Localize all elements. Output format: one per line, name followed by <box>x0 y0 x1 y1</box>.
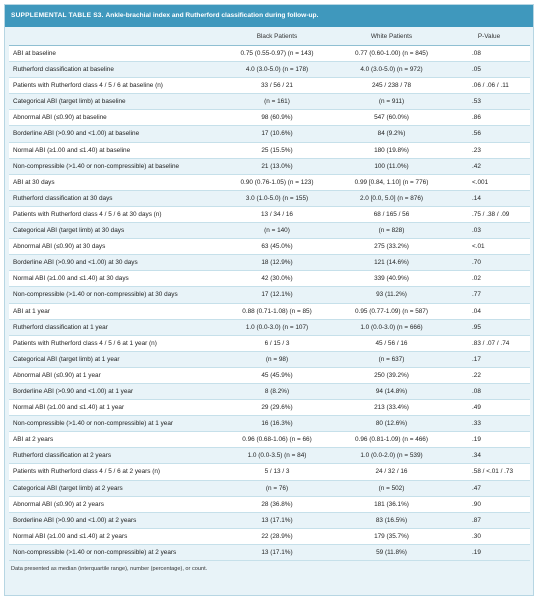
table-row <box>9 464 530 480</box>
table-row <box>9 223 530 239</box>
black-patients-cell: 0.88 (0.71-1.08) (n = 85) <box>219 303 335 319</box>
black-patients-cell: 98 (60.9%) <box>219 110 335 126</box>
table-row <box>9 46 530 62</box>
white-patients-cell: 24 / 32 / 16 <box>335 464 448 480</box>
p-value-cell: .06 / .06 / .11 <box>448 78 530 94</box>
table-row <box>9 319 530 335</box>
white-patients-cell: 4.0 (3.0-5.0) (n = 972) <box>335 62 448 78</box>
row-label-cell: Borderline ABI (>0.90 and <1.00) at 30 days <box>9 255 219 271</box>
table-row <box>9 142 530 158</box>
row-label-cell: Normal ABI (≥1.00 and ≤1.40) at 1 year <box>9 400 219 416</box>
black-patients-cell: 21 (13.0%) <box>219 158 335 174</box>
black-patients-cell: 13 / 34 / 16 <box>219 206 335 222</box>
white-patients-cell: 245 / 238 / 78 <box>335 78 448 94</box>
row-label-cell: Abnormal ABI (≤0.90) at 1 year <box>9 367 219 383</box>
table-row <box>9 512 530 528</box>
table-row <box>9 287 530 303</box>
p-value-cell: .33 <box>448 416 530 432</box>
table-row <box>9 528 530 544</box>
white-patients-cell: (n = 911) <box>335 94 448 110</box>
p-value-cell: .03 <box>448 223 530 239</box>
table-row <box>9 544 530 560</box>
p-value-cell: .04 <box>448 303 530 319</box>
p-value-cell: .42 <box>448 158 530 174</box>
row-label-cell: Rutherford classification at 1 year <box>9 319 219 335</box>
row-label-cell: Categorical ABI (target limb) at baseline <box>9 94 219 110</box>
row-label-cell: Categorical ABI (target limb) at 30 days <box>9 223 219 239</box>
p-value-cell: .70 <box>448 255 530 271</box>
table-row <box>9 496 530 512</box>
white-patients-cell: 547 (60.0%) <box>335 110 448 126</box>
white-patients-cell: (n = 637) <box>335 351 448 367</box>
table-tag: SUPPLEMENTAL TABLE S3. <box>11 12 104 19</box>
table-row <box>9 158 530 174</box>
p-value-cell: .19 <box>448 544 530 560</box>
p-value-cell: .30 <box>448 528 530 544</box>
row-label-cell: Rutherford classification at 2 years <box>9 448 219 464</box>
row-label-cell: Non-compressible (>1.40 or non-compressible) at baseline <box>9 158 219 174</box>
table-row <box>9 126 530 142</box>
black-patients-cell: 28 (36.8%) <box>219 496 335 512</box>
p-value-cell: .53 <box>448 94 530 110</box>
black-patients-cell: 3.0 (1.0-5.0) (n = 155) <box>219 190 335 206</box>
table-row <box>9 303 530 319</box>
table-footnote: Data presented as median (interquartile range), number (percentage), or count. <box>11 566 208 572</box>
black-patients-cell: (n = 76) <box>219 480 335 496</box>
row-label-cell: ABI at 2 years <box>9 432 219 448</box>
p-value-cell: .56 <box>448 126 530 142</box>
white-patients-cell: 275 (33.2%) <box>335 239 448 255</box>
black-patients-cell: (n = 140) <box>219 223 335 239</box>
supplemental-table-panel <box>4 4 534 596</box>
white-patients-cell: 2.0 [0.0, 5.0] (n = 876) <box>335 190 448 206</box>
white-patients-cell: 181 (36.1%) <box>335 496 448 512</box>
header-cell-label <box>9 27 219 46</box>
row-label-cell: ABI at baseline <box>9 46 219 62</box>
black-patients-cell: 8 (8.2%) <box>219 383 335 399</box>
p-value-cell: .49 <box>448 400 530 416</box>
table-row <box>9 383 530 399</box>
black-patients-cell: 1.0 (0.0-3.0) (n = 107) <box>219 319 335 335</box>
p-value-cell: .08 <box>448 46 530 62</box>
row-label-cell: Normal ABI (≥1.00 and ≤1.40) at 30 days <box>9 271 219 287</box>
white-patients-cell: (n = 502) <box>335 480 448 496</box>
black-patients-cell: 25 (15.5%) <box>219 142 335 158</box>
white-patients-cell: 83 (16.5%) <box>335 512 448 528</box>
table-row <box>9 335 530 351</box>
white-patients-cell: 1.0 (0.0-2.0) (n = 539) <box>335 448 448 464</box>
black-patients-cell: 16 (16.3%) <box>219 416 335 432</box>
table-row <box>9 94 530 110</box>
p-value-cell: .14 <box>448 190 530 206</box>
black-patients-cell: 0.90 (0.76-1.05) (n = 123) <box>219 174 335 190</box>
white-patients-cell: 213 (33.4%) <box>335 400 448 416</box>
table-title: Ankle-brachial index and Rutherford classification during follow-up. <box>105 12 319 19</box>
p-value-cell: .08 <box>448 383 530 399</box>
black-patients-cell: 1.0 (0.0-3.5) (n = 84) <box>219 448 335 464</box>
p-value-cell: .83 / .07 / .74 <box>448 335 530 351</box>
p-value-cell: .17 <box>448 351 530 367</box>
p-value-cell: .23 <box>448 142 530 158</box>
p-value-cell: .86 <box>448 110 530 126</box>
row-label-cell: ABI at 30 days <box>9 174 219 190</box>
row-label-cell: Abnormal ABI (≤0.90) at 2 years <box>9 496 219 512</box>
white-patients-cell: 1.0 (0.0-3.0) (n = 666) <box>335 319 448 335</box>
black-patients-cell: 4.0 (3.0-5.0) (n = 178) <box>219 62 335 78</box>
black-patients-cell: 17 (10.6%) <box>219 126 335 142</box>
row-label-cell: Non-compressible (>1.40 or non-compressible) at 2 years <box>9 544 219 560</box>
row-label-cell: Patients with Rutherford class 4 / 5 / 6 at 30 days (n) <box>9 206 219 222</box>
row-label-cell: Categorical ABI (target limb) at 2 years <box>9 480 219 496</box>
table-row <box>9 190 530 206</box>
white-patients-cell: 250 (39.2%) <box>335 367 448 383</box>
p-value-cell: .87 <box>448 512 530 528</box>
row-label-cell: Non-compressible (>1.40 or non-compressible) at 30 days <box>9 287 219 303</box>
row-label-cell: Patients with Rutherford class 4 / 5 / 6 at 2 years (n) <box>9 464 219 480</box>
table-row <box>9 448 530 464</box>
white-patients-cell: 80 (12.6%) <box>335 416 448 432</box>
row-label-cell: Categorical ABI (target limb) at 1 year <box>9 351 219 367</box>
white-patients-cell: 100 (11.0%) <box>335 158 448 174</box>
black-patients-cell: 13 (17.1%) <box>219 544 335 560</box>
p-value-cell: .22 <box>448 367 530 383</box>
table-row <box>9 351 530 367</box>
black-patients-cell: 45 (45.9%) <box>219 367 335 383</box>
table-row <box>9 206 530 222</box>
row-label-cell: Normal ABI (≥1.00 and ≤1.40) at baseline <box>9 142 219 158</box>
white-patients-cell: 45 / 56 / 16 <box>335 335 448 351</box>
p-value-cell: .19 <box>448 432 530 448</box>
black-patients-cell: 63 (45.0%) <box>219 239 335 255</box>
row-label-cell: Normal ABI (≥1.00 and ≤1.40) at 2 years <box>9 528 219 544</box>
row-label-cell: Non-compressible (>1.40 or non-compressible) at 1 year <box>9 416 219 432</box>
p-value-cell: .34 <box>448 448 530 464</box>
table-title-bar <box>5 5 533 27</box>
white-patients-cell: 180 (19.8%) <box>335 142 448 158</box>
table-row <box>9 78 530 94</box>
p-value-cell: .77 <box>448 287 530 303</box>
table-row <box>9 62 530 78</box>
table-row <box>9 367 530 383</box>
black-patients-cell: 42 (30.0%) <box>219 271 335 287</box>
row-label-cell: Patients with Rutherford class 4 / 5 / 6 at baseline (n) <box>9 78 219 94</box>
black-patients-cell: 0.96 (0.68-1.06) (n = 66) <box>219 432 335 448</box>
p-value-cell: .58 / <.01 / .73 <box>448 464 530 480</box>
black-patients-cell: (n = 161) <box>219 94 335 110</box>
table-row <box>9 239 530 255</box>
white-patients-cell: 0.96 (0.81-1.09) (n = 466) <box>335 432 448 448</box>
black-patients-cell: 17 (12.1%) <box>219 287 335 303</box>
header-cell-black: Black Patients <box>219 27 335 46</box>
black-patients-cell: 13 (17.1%) <box>219 512 335 528</box>
table-row <box>9 480 530 496</box>
black-patients-cell: 5 / 13 / 3 <box>219 464 335 480</box>
black-patients-cell: 33 / 56 / 21 <box>219 78 335 94</box>
table-row <box>9 416 530 432</box>
row-label-cell: Borderline ABI (>0.90 and <1.00) at 2 years <box>9 512 219 528</box>
table-header <box>9 27 530 46</box>
table-row <box>9 271 530 287</box>
header-cell-pvalue: P-Value <box>448 27 530 46</box>
table-row <box>9 174 530 190</box>
header-cell-white: White Patients <box>335 27 448 46</box>
white-patients-cell: 0.95 (0.77-1.09) (n = 587) <box>335 303 448 319</box>
p-value-cell: .90 <box>448 496 530 512</box>
white-patients-cell: 179 (35.7%) <box>335 528 448 544</box>
table-row <box>9 400 530 416</box>
p-value-cell: .95 <box>448 319 530 335</box>
row-label-cell: Abnormal ABI (≤0.90) at baseline <box>9 110 219 126</box>
white-patients-cell: 121 (14.6%) <box>335 255 448 271</box>
row-label-cell: Rutherford classification at baseline <box>9 62 219 78</box>
data-table <box>9 27 530 561</box>
table-row <box>9 110 530 126</box>
row-label-cell: ABI at 1 year <box>9 303 219 319</box>
p-value-cell: .02 <box>448 271 530 287</box>
white-patients-cell: (n = 828) <box>335 223 448 239</box>
white-patients-cell: 68 / 165 / 56 <box>335 206 448 222</box>
black-patients-cell: 6 / 15 / 3 <box>219 335 335 351</box>
table-row <box>9 255 530 271</box>
black-patients-cell: 22 (28.9%) <box>219 528 335 544</box>
row-label-cell: Borderline ABI (>0.90 and <1.00) at baseline <box>9 126 219 142</box>
black-patients-cell: (n = 98) <box>219 351 335 367</box>
table-row <box>9 432 530 448</box>
black-patients-cell: 29 (29.6%) <box>219 400 335 416</box>
row-label-cell: Borderline ABI (>0.90 and <1.00) at 1 year <box>9 383 219 399</box>
p-value-cell: .47 <box>448 480 530 496</box>
table-body <box>9 46 530 561</box>
black-patients-cell: 0.75 (0.55-0.97) (n = 143) <box>219 46 335 62</box>
white-patients-cell: 93 (11.2%) <box>335 287 448 303</box>
p-value-cell: <.01 <box>448 239 530 255</box>
white-patients-cell: 94 (14.8%) <box>335 383 448 399</box>
white-patients-cell: 339 (40.9%) <box>335 271 448 287</box>
white-patients-cell: 59 (11.8%) <box>335 544 448 560</box>
row-label-cell: Rutherford classification at 30 days <box>9 190 219 206</box>
row-label-cell: Patients with Rutherford class 4 / 5 / 6 at 1 year (n) <box>9 335 219 351</box>
p-value-cell: .05 <box>448 62 530 78</box>
white-patients-cell: 0.77 (0.60-1.00) (n = 845) <box>335 46 448 62</box>
white-patients-cell: 0.99 [0.84, 1.10] (n = 776) <box>335 174 448 190</box>
row-label-cell: Abnormal ABI (≤0.90) at 30 days <box>9 239 219 255</box>
p-value-cell: <.001 <box>448 174 530 190</box>
black-patients-cell: 18 (12.9%) <box>219 255 335 271</box>
p-value-cell: .75 / .38 / .09 <box>448 206 530 222</box>
white-patients-cell: 84 (9.2%) <box>335 126 448 142</box>
